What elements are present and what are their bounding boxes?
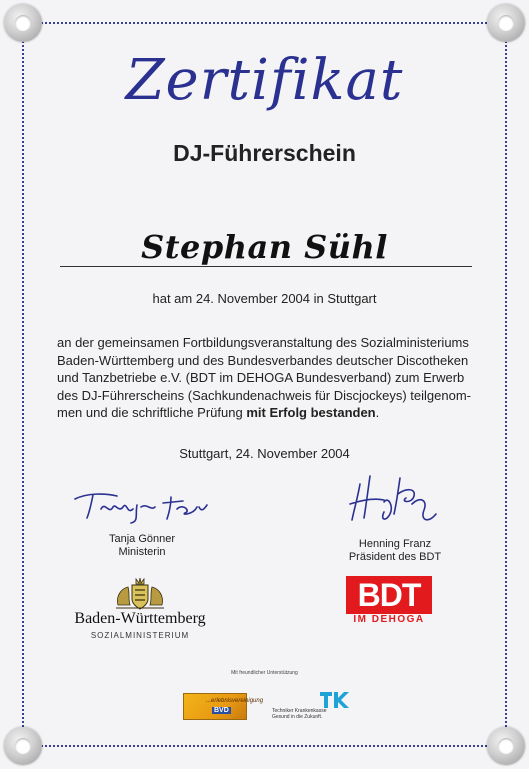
body-line: Baden-Württemberg und des Bundesverbandes deutscher Discotheken (57, 352, 469, 368)
signature-block-right (310, 470, 480, 564)
signatory-right-role: Präsident des BDT (348, 551, 442, 563)
bw-coat-of-arms-icon (112, 575, 168, 611)
body-line-last (57, 404, 473, 422)
signature-right-icon (340, 470, 450, 530)
bw-name: Baden-Württemberg (74, 610, 206, 627)
bw-ministry: SOZIALMINISTERIUM (90, 631, 190, 640)
sponsor-logo-bvd (183, 693, 264, 720)
certificate-body (57, 334, 473, 422)
body-line: an der gemeinsamen Fortbildungsveranstaltung des Sozialministeriums (57, 335, 469, 350)
tk-name-line1: Techniker Krankenkasse (272, 708, 327, 714)
grommet-top-right-icon (487, 4, 525, 42)
grommet-bottom-right-icon (487, 727, 525, 765)
place-date: Stuttgart, 24. November 2004 (179, 446, 350, 461)
signatory-left-name: Tanja Gönner (108, 533, 176, 545)
sponsor1-mark: BVD (214, 707, 229, 714)
certificate-title: Zertifikat (125, 48, 404, 113)
name-underline (60, 266, 472, 267)
date-line: hat am 24. November 2004 in Stuttgart (152, 291, 377, 306)
recipient-name: Stephan Sühl (141, 228, 388, 266)
signature-left-icon (67, 485, 217, 525)
body-line: des DJ-Führerscheins (Sachkundenachweis für Discjockeys) teilgenom- (57, 387, 472, 403)
bdt-logo: BDT (346, 576, 432, 614)
bdt-subtitle: IM DEHOGA (353, 614, 425, 625)
grommet-top-left-icon (4, 4, 42, 42)
body-last-prefix: men und die schriftliche Prüfung (57, 405, 247, 420)
body-last-suffix: . (375, 405, 380, 420)
grommet-bottom-left-icon (4, 727, 42, 765)
signature-block-left (62, 485, 222, 559)
tk-logo-icon (318, 690, 350, 710)
sponsor1-tag: ...erlebnisvereinigung (206, 698, 264, 704)
signatory-left-role: Ministerin (118, 546, 166, 558)
tk-name (272, 708, 326, 720)
signatory-right-name: Henning Franz (358, 538, 432, 550)
certificate-subtitle: DJ-Führerschein (173, 140, 356, 166)
body-last-bold: mit Erfolg bestanden (246, 405, 376, 420)
support-line: Mit freundlicher Unterstützung (231, 670, 298, 676)
body-line: und Tanzbetriebe e.V. (BDT im DEHOGA Bundesverband) zum Erwerb (57, 370, 465, 385)
tk-name-line2: Gesund in die Zukunft. (272, 714, 323, 720)
